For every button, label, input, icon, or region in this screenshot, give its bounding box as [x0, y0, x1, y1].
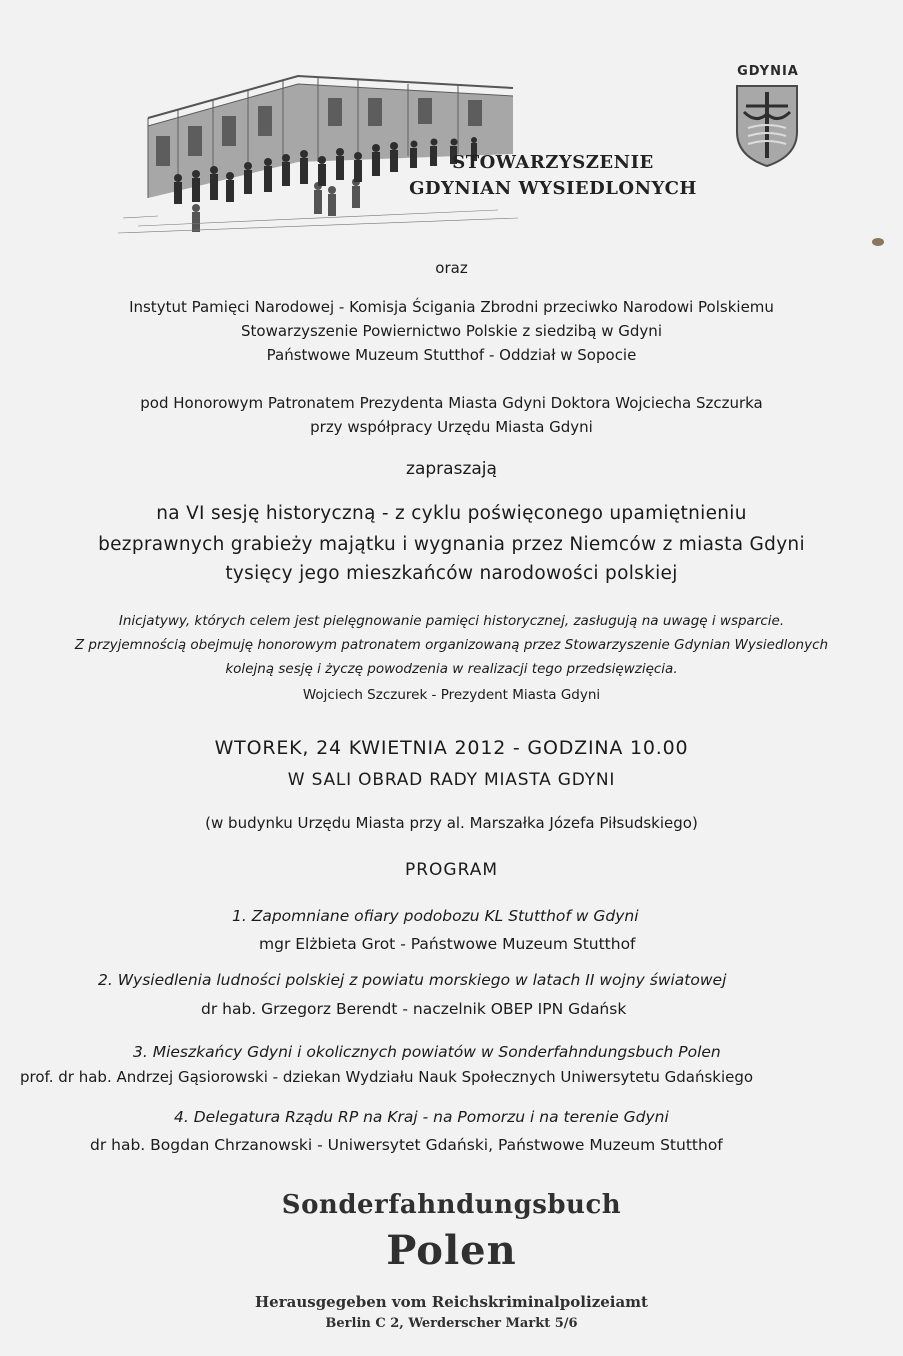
oraz-text: oraz: [435, 259, 468, 277]
program-item-title: 2. Wysiedlenia ludności polskiej z powiatu morskiego w latach II wojny światowej: [98, 971, 727, 989]
gdynia-crest-icon: [734, 84, 800, 168]
book-title-line2: Polen: [386, 1227, 517, 1274]
crest-label: GDYNIA: [737, 64, 799, 79]
patronage-line: przy współpracy Urzędu Miasta Gdyni: [310, 418, 593, 436]
program-item-speaker: dr hab. Bogdan Chrzanowski - Uniwersytet Gdański, Państwowe Muzeum Stutthof: [90, 1136, 723, 1154]
partner-line: Stowarzyszenie Powiernictwo Polskie z siedzibą w Gdyni: [241, 322, 662, 340]
partner-line: Instytut Pamięci Narodowej - Komisja Ścigania Zbrodni przeciwko Narodowi Polskiemu: [129, 298, 774, 316]
patronage-line: pod Honorowym Patronatem Prezydenta Miasta Gdyni Doktora Wojciecha Szczurka: [140, 394, 763, 412]
book-address-line: Berlin C 2, Werderscher Markt 5/6: [325, 1316, 578, 1331]
book-publisher-line: Herausgegeben vom Reichskriminalpolizeiamt: [255, 1293, 648, 1311]
program-item-title: 3. Mieszkańcy Gdyni i okolicznych powiatów w Sonderfahndungsbuch Polen: [133, 1043, 721, 1061]
partner-line: Państwowe Muzeum Stutthof - Oddział w Sopocie: [266, 346, 637, 364]
program-item-speaker: mgr Elżbieta Grot - Państwowe Muzeum Stutthof: [259, 935, 636, 953]
event-place-note: (w budynku Urzędu Miasta przy al. Marszałka Józefa Piłsudskiego): [205, 814, 698, 832]
program-item-speaker: dr hab. Grzegorz Berendt - naczelnik OBEP IPN Gdańsk: [201, 1000, 627, 1018]
session-line: na VI sesję historyczną - z cyklu poświęconego upamiętnieniu: [156, 503, 747, 524]
event-date: WTOREK, 24 KWIETNIA 2012 - GODZINA 10.00: [214, 737, 689, 759]
program-heading: PROGRAM: [404, 860, 499, 880]
ink-blot: [872, 238, 884, 246]
quote-author: Wojciech Szczurek - Prezydent Miasta Gdyni: [302, 687, 601, 703]
program-item-title: 1. Zapomniane ofiary podobozu KL Stutthof w Gdyni: [232, 907, 639, 925]
org-title-line2: GDYNIAN WYSIEDLONYCH: [409, 178, 697, 199]
session-line: tysięcy jego mieszkańców narodowości polskiej: [225, 563, 678, 584]
quote-line: kolejną sesję i życzę powodzenia w realizacji tego przedsięwzięcia.: [225, 661, 678, 677]
program-item-speaker: prof. dr hab. Andrzej Gąsiorowski - dziekan Wydziału Nauk Społecznych Uniwersytetu Gdańskiego: [20, 1068, 754, 1086]
invite-text: zapraszają: [406, 459, 497, 479]
quote-line: Z przyjemnością obejmuję honorowym patronatem organizowaną przez Stowarzyszenie Gdynian Wysiedlonych: [74, 637, 829, 653]
deportation-scene-illustration: [118, 58, 518, 238]
program-item-title: 4. Delegatura Rządu RP na Kraj - na Pomorzu i na terenie Gdyni: [174, 1108, 669, 1126]
org-title-line1: STOWARZYSZENIE: [452, 152, 654, 173]
quote-line: Inicjatywy, których celem jest pielęgnowanie pamięci historycznej, zasługują na uwagę i wsparcie.: [118, 613, 785, 629]
session-line: bezprawnych grabieży majątku i wygnania przez Niemców z miasta Gdyni: [98, 534, 805, 555]
event-place: W SALI OBRAD RADY MIASTA GDYNI: [287, 770, 616, 790]
book-title-line1: Sonderfahndungsbuch: [281, 1190, 622, 1220]
